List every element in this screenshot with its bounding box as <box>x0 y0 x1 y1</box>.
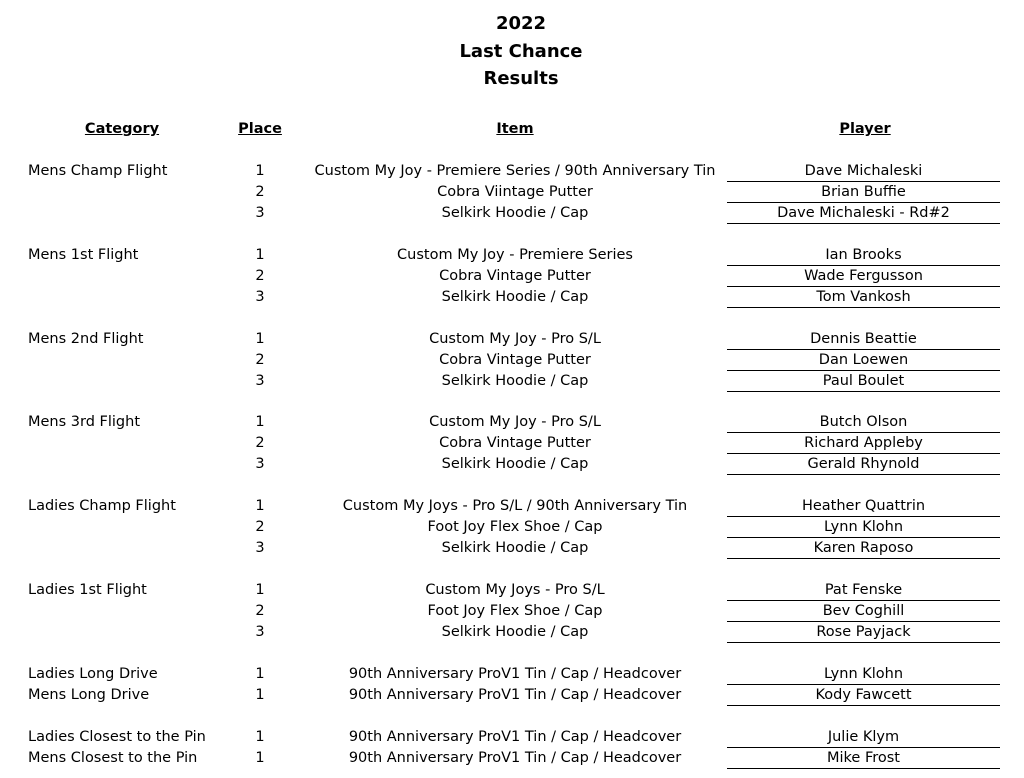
title-subtitle: Results <box>483 68 559 89</box>
title-year: 2022 <box>495 13 547 34</box>
table-row <box>0 580 1024 601</box>
row-player: Dan Loewen <box>727 350 1000 371</box>
row-category: Mens 3rd Flight <box>28 414 141 430</box>
row-item: Selkirk Hoodie / Cap <box>441 540 589 556</box>
table-row <box>0 664 1024 685</box>
row-item: Custom My Joy - Pro S/L <box>429 414 601 430</box>
row-player: Dave Michaleski - Rd#2 <box>727 203 1000 224</box>
row-player: Paul Boulet <box>727 371 1000 392</box>
row-category: Ladies 1st Flight <box>28 582 147 598</box>
row-category: Mens 1st Flight <box>28 247 139 263</box>
table-row <box>0 496 1024 517</box>
row-category: Mens Long Drive <box>28 687 150 703</box>
table-row <box>0 266 1024 287</box>
table-row <box>0 538 1024 559</box>
title-event: Last Chance <box>459 40 583 62</box>
row-place: 1 <box>255 331 265 347</box>
row-item: Selkirk Hoodie / Cap <box>441 289 589 305</box>
row-player: Rose Payjack <box>727 622 1000 643</box>
row-player: Kody Fawcett <box>727 685 1000 706</box>
table-row <box>0 517 1024 538</box>
table-row <box>0 287 1024 308</box>
row-item: Selkirk Hoodie / Cap <box>441 624 589 640</box>
row-place: 2 <box>255 268 265 284</box>
row-place: 1 <box>255 414 265 430</box>
table-row <box>0 182 1024 203</box>
row-item: 90th Anniversary ProV1 Tin / Cap / Headcover <box>348 750 682 766</box>
row-player: Mike Frost <box>727 748 1000 769</box>
table-row <box>0 161 1024 182</box>
row-category: Ladies Long Drive <box>28 666 158 682</box>
header-item: Item <box>496 121 534 137</box>
row-player: Julie Klym <box>727 727 1000 748</box>
row-place: 1 <box>255 666 265 682</box>
row-place: 1 <box>255 582 265 598</box>
table-row <box>0 245 1024 266</box>
row-player: Dennis Beattie <box>727 329 1000 350</box>
row-player: Lynn Klohn <box>727 664 1000 685</box>
row-player: Gerald Rhynold <box>727 454 1000 475</box>
row-player: Wade Fergusson <box>727 266 1000 287</box>
row-category: Mens Closest to the Pin <box>28 750 198 766</box>
row-place: 3 <box>255 540 265 556</box>
table-row <box>0 412 1024 433</box>
row-place: 3 <box>255 624 265 640</box>
row-player: Butch Olson <box>727 412 1000 433</box>
table-row <box>0 433 1024 454</box>
row-player: Bev Coghill <box>727 601 1000 622</box>
row-place: 2 <box>255 603 265 619</box>
row-item: Custom My Joy - Premiere Series / 90th Anniversary Tin <box>314 163 716 179</box>
row-place: 2 <box>255 352 265 368</box>
row-place: 3 <box>255 456 265 472</box>
row-place: 3 <box>255 205 265 221</box>
row-item: Custom My Joy - Premiere Series <box>397 247 633 263</box>
row-item: Selkirk Hoodie / Cap <box>441 205 589 221</box>
row-item: Custom My Joy - Pro S/L <box>429 331 601 347</box>
document-title <box>0 10 1024 93</box>
row-item: Selkirk Hoodie / Cap <box>441 456 589 472</box>
row-player: Dave Michaleski <box>727 161 1000 182</box>
table-row <box>0 622 1024 643</box>
row-category: Ladies Champ Flight <box>28 498 176 514</box>
row-place: 3 <box>255 373 265 389</box>
row-item: Selkirk Hoodie / Cap <box>441 373 589 389</box>
row-place: 1 <box>255 163 265 179</box>
table-row <box>0 203 1024 224</box>
row-place: 1 <box>255 750 265 766</box>
header-player: Player <box>839 121 891 137</box>
row-item: 90th Anniversary ProV1 Tin / Cap / Headcover <box>348 687 682 703</box>
row-item: Foot Joy Flex Shoe / Cap <box>427 519 603 535</box>
table-row <box>0 601 1024 622</box>
table-row <box>0 329 1024 350</box>
row-item: Cobra Vintage Putter <box>439 352 591 368</box>
row-item: Cobra Viintage Putter <box>437 184 593 200</box>
row-item: Cobra Vintage Putter <box>439 268 591 284</box>
row-category: Mens Champ Flight <box>28 163 168 179</box>
row-player: Brian Buffie <box>727 182 1000 203</box>
row-player: Tom Vankosh <box>727 287 1000 308</box>
row-player: Pat Fenske <box>727 580 1000 601</box>
row-player: Richard Appleby <box>727 433 1000 454</box>
row-place: 2 <box>255 519 265 535</box>
row-category: Mens 2nd Flight <box>28 331 144 347</box>
table-row <box>0 350 1024 371</box>
table-row <box>0 727 1024 748</box>
row-player: Karen Raposo <box>727 538 1000 559</box>
row-player: Ian Brooks <box>727 245 1000 266</box>
table-row <box>0 454 1024 475</box>
row-item: Foot Joy Flex Shoe / Cap <box>427 603 603 619</box>
row-place: 1 <box>255 498 265 514</box>
row-item: 90th Anniversary ProV1 Tin / Cap / Headcover <box>348 666 682 682</box>
header-category: Category <box>84 121 160 137</box>
row-place: 1 <box>255 729 265 745</box>
table-row <box>0 748 1024 769</box>
row-item: Custom My Joys - Pro S/L <box>425 582 605 598</box>
row-place: 2 <box>255 435 265 451</box>
row-category: Ladies Closest to the Pin <box>28 729 206 745</box>
row-player: Heather Quattrin <box>727 496 1000 517</box>
row-item: Custom My Joys - Pro S/L / 90th Anniversary Tin <box>342 498 688 514</box>
row-place: 1 <box>255 687 265 703</box>
row-place: 1 <box>255 247 265 263</box>
table-row <box>0 371 1024 392</box>
row-player: Lynn Klohn <box>727 517 1000 538</box>
row-place: 3 <box>255 289 265 305</box>
row-item: Cobra Vintage Putter <box>439 435 591 451</box>
row-item: 90th Anniversary ProV1 Tin / Cap / Headcover <box>348 729 682 745</box>
header-place: Place <box>238 121 282 137</box>
table-row <box>0 685 1024 706</box>
row-place: 2 <box>255 184 265 200</box>
